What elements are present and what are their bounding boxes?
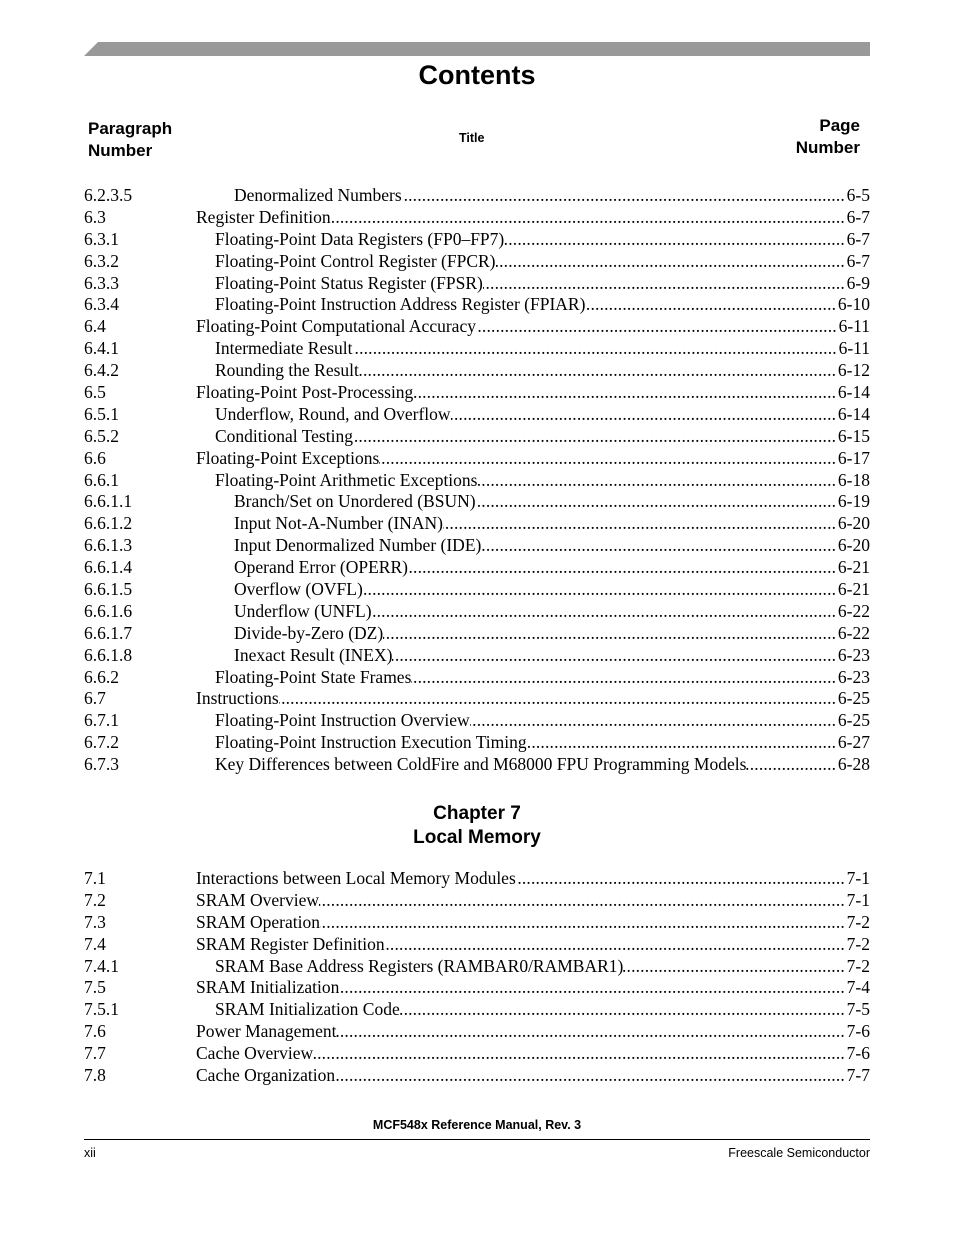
toc-entry[interactable] xyxy=(84,229,870,251)
dot-leader xyxy=(623,956,846,978)
entry-page: 7-6 xyxy=(846,1021,870,1042)
entry-page: 6-10 xyxy=(837,294,870,315)
footer-company: Freescale Semiconductor xyxy=(728,1146,870,1160)
entry-page: 6-25 xyxy=(837,710,870,731)
entry-page: 6-27 xyxy=(837,732,870,753)
entry-number: 6.6.1.7 xyxy=(84,622,133,643)
entry-number: 7.5 xyxy=(84,977,106,998)
entry-number: 6.6 xyxy=(84,447,106,468)
toc-entry[interactable] xyxy=(84,382,870,404)
entry-page: 6-25 xyxy=(837,688,870,709)
entry-title: SRAM Initialization xyxy=(196,977,340,998)
entry-number: 6.7.2 xyxy=(84,732,119,753)
entry-page: 6-22 xyxy=(837,600,870,621)
toc-entry[interactable] xyxy=(84,470,870,492)
dot-leader xyxy=(359,360,838,382)
dot-leader xyxy=(320,912,847,934)
dot-leader xyxy=(379,448,838,470)
header-page2: Number xyxy=(795,138,860,157)
dot-leader xyxy=(504,229,846,251)
entry-number: 6.6.1.3 xyxy=(84,535,133,556)
dot-leader xyxy=(279,688,838,710)
entry-title: Floating-Point Post-Processing xyxy=(196,382,414,403)
entry-number: 7.2 xyxy=(84,889,106,910)
entry-number: 6.3.2 xyxy=(84,250,119,271)
chapter-name: Local Memory xyxy=(413,827,541,848)
entry-number: 7.6 xyxy=(84,1021,106,1042)
entry-number: 6.2.3.5 xyxy=(84,185,133,205)
entry-number: 6.3.4 xyxy=(84,294,119,315)
entry-page: 7-5 xyxy=(846,999,870,1020)
entry-page: 6-17 xyxy=(837,447,870,468)
entry-number: 7.4.1 xyxy=(84,955,119,976)
footer-rule xyxy=(84,1139,870,1140)
entry-title: Key Differences between ColdFire and M68000 FPU Programming Models xyxy=(215,754,747,775)
entry-title: Power Management xyxy=(196,1021,337,1042)
dot-leader xyxy=(319,890,847,912)
entry-title: Floating-Point Arithmetic Exceptions xyxy=(215,469,478,490)
entry-page: 6-14 xyxy=(837,403,870,424)
entry-page: 6-11 xyxy=(838,316,870,337)
dot-leader xyxy=(585,294,838,316)
entry-page: 6-19 xyxy=(837,491,870,512)
entry-page: 7-2 xyxy=(846,911,870,932)
dot-leader xyxy=(516,868,847,890)
entry-page: 6-14 xyxy=(837,382,870,403)
entry-title: Denormalized Numbers xyxy=(234,185,402,205)
toc-entry[interactable] xyxy=(84,645,870,667)
entry-number: 6.6.1.1 xyxy=(84,491,133,512)
entry-page: 6-21 xyxy=(837,557,870,578)
entry-number: 6.5.1 xyxy=(84,403,119,424)
entry-page: 6-22 xyxy=(837,622,870,643)
toc-entry[interactable] xyxy=(84,448,870,470)
entry-number: 6.6.1.4 xyxy=(84,557,133,578)
toc-entry[interactable] xyxy=(84,557,870,579)
entry-page: 7-6 xyxy=(846,1043,870,1064)
toc-entry[interactable] xyxy=(84,316,870,338)
page-number-header xyxy=(796,115,860,159)
page-title: Contents xyxy=(418,60,536,90)
entry-number: 6.3.1 xyxy=(84,228,119,249)
dot-leader xyxy=(335,1065,847,1087)
entry-number: 6.6.1.5 xyxy=(84,579,133,600)
entry-page: 6-23 xyxy=(837,644,870,665)
dot-leader xyxy=(408,557,838,579)
entry-page: 7-7 xyxy=(846,1065,870,1086)
footer-manual: MCF548x Reference Manual, Rev. 3 xyxy=(372,1118,582,1132)
entry-page: 6-12 xyxy=(837,360,870,381)
toc-entry[interactable] xyxy=(84,338,870,360)
toc-entry[interactable] xyxy=(84,667,870,689)
header-page: Page xyxy=(819,116,860,135)
entry-page: 7-1 xyxy=(846,889,870,910)
toc-entry[interactable] xyxy=(84,185,870,207)
entry-title: Underflow (UNFL) xyxy=(234,600,372,621)
entry-number: 7.8 xyxy=(84,1065,106,1086)
entry-page: 6-15 xyxy=(837,425,870,446)
entry-number: 7.7 xyxy=(84,1043,106,1064)
dot-leader xyxy=(385,934,847,956)
toc-entry[interactable] xyxy=(84,868,870,890)
entry-number: 6.7 xyxy=(84,688,106,709)
toc-entry[interactable] xyxy=(84,754,870,776)
entry-page: 6-9 xyxy=(846,272,870,293)
entry-page: 7-2 xyxy=(846,955,870,976)
entry-page: 7-4 xyxy=(846,977,870,998)
toc-entry[interactable] xyxy=(84,890,870,912)
dot-leader xyxy=(527,732,838,754)
entry-title: Cache Organization xyxy=(196,1065,336,1086)
entry-title: Floating-Point Status Register (FPSR) xyxy=(215,272,483,293)
entry-page: 6-20 xyxy=(837,535,870,556)
toc-entry[interactable] xyxy=(84,294,870,316)
entry-page: 6-5 xyxy=(846,185,870,205)
dot-leader xyxy=(413,382,838,404)
toc-entry[interactable] xyxy=(84,977,870,999)
toc-entry[interactable] xyxy=(84,251,870,273)
dot-leader xyxy=(353,426,838,448)
dot-leader xyxy=(392,645,838,667)
entry-title: Overflow (OVFL) xyxy=(234,579,363,600)
entry-title: Divide-by-Zero (DZ) xyxy=(234,622,384,643)
dot-leader xyxy=(339,977,846,999)
toc-entry[interactable] xyxy=(84,710,870,732)
dot-leader xyxy=(476,491,838,513)
entry-title: Floating-Point Instruction Execution Timing xyxy=(215,732,527,753)
entry-title: Interactions between Local Memory Modules xyxy=(196,868,516,888)
toc-entry[interactable] xyxy=(84,732,870,754)
dot-leader xyxy=(363,579,838,601)
dot-leader xyxy=(313,1043,847,1065)
entry-title: Input Denormalized Number (IDE) xyxy=(234,535,482,556)
entry-number: 6.3 xyxy=(84,206,106,227)
entry-number: 6.6.1.2 xyxy=(84,513,133,534)
entry-page: 7-2 xyxy=(846,933,870,954)
entry-title: SRAM Overview xyxy=(196,889,319,910)
toc-section-6 xyxy=(84,185,870,776)
entry-title: Rounding the Result xyxy=(215,360,359,381)
dot-leader xyxy=(476,316,839,338)
entry-number: 6.4.2 xyxy=(84,360,119,381)
entry-page: 7-1 xyxy=(846,868,870,888)
entry-title: Floating-Point Exceptions xyxy=(196,447,380,468)
header-para2: Number xyxy=(88,141,153,160)
entry-title: SRAM Initialization Code xyxy=(215,999,400,1020)
entry-number: 6.3.3 xyxy=(84,272,119,293)
dot-leader xyxy=(383,623,838,645)
dot-leader xyxy=(481,535,838,557)
paragraph-number-header xyxy=(88,118,172,162)
toc-entry[interactable] xyxy=(84,601,870,623)
entry-title: Branch/Set on Unordered (BSUN) xyxy=(234,491,476,512)
toc-entry[interactable] xyxy=(84,999,870,1021)
entry-page: 6-7 xyxy=(846,206,870,227)
dot-leader xyxy=(372,601,838,623)
entry-title: Floating-Point Data Registers (FP0–FP7) xyxy=(215,228,505,249)
entry-page: 6-18 xyxy=(837,469,870,490)
toc-entry[interactable] xyxy=(84,579,870,601)
entry-title: SRAM Register Definition xyxy=(196,933,385,954)
footer-page: xii xyxy=(84,1146,96,1160)
toc-entry[interactable] xyxy=(84,426,870,448)
chapter-heading xyxy=(0,802,954,850)
entry-title: Floating-Point State Frames xyxy=(215,666,412,687)
dot-leader xyxy=(451,404,838,426)
entry-title: Inexact Result (INEX) xyxy=(234,644,393,665)
entry-page: 6-7 xyxy=(846,250,870,271)
header-para: Paragraph xyxy=(88,119,173,138)
entry-page: 6-23 xyxy=(837,666,870,687)
entry-title: Floating-Point Instruction Overview xyxy=(215,710,470,731)
header-bar xyxy=(84,42,870,56)
entry-title: Floating-Point Computational Accuracy xyxy=(196,316,476,337)
entry-number: 6.6.2 xyxy=(84,666,119,687)
toc-entry[interactable] xyxy=(84,207,870,229)
dot-leader xyxy=(353,338,839,360)
toc-entry[interactable] xyxy=(84,623,870,645)
dot-leader xyxy=(477,470,837,492)
toc-entry[interactable] xyxy=(84,956,870,978)
toc-entry[interactable] xyxy=(84,1065,870,1087)
toc-entry[interactable] xyxy=(84,360,870,382)
entry-number: 6.4 xyxy=(84,316,106,337)
toc-section-7 xyxy=(84,868,870,1087)
entry-title: Input Not-A-Number (INAN) xyxy=(234,513,443,534)
entry-number: 6.5.2 xyxy=(84,425,119,446)
entry-title: SRAM Operation xyxy=(196,911,320,932)
title-header: Title xyxy=(459,131,485,145)
dot-leader xyxy=(411,667,838,689)
entry-page: 6-20 xyxy=(837,513,870,534)
dot-leader xyxy=(496,251,847,273)
entry-number: 6.6.1.8 xyxy=(84,644,133,665)
entry-title: Intermediate Result xyxy=(215,338,353,359)
toc-entry[interactable] xyxy=(84,912,870,934)
dot-leader xyxy=(336,1021,846,1043)
dot-leader xyxy=(402,185,847,207)
entry-number: 6.6.1 xyxy=(84,469,119,490)
toc-entry[interactable] xyxy=(84,404,870,426)
toc-entry[interactable] xyxy=(84,491,870,513)
toc-entry[interactable] xyxy=(84,273,870,295)
toc-entry[interactable] xyxy=(84,513,870,535)
dot-leader xyxy=(400,999,847,1021)
entry-page: 6-21 xyxy=(837,579,870,600)
entry-title: Conditional Testing xyxy=(215,425,353,446)
entry-number: 7.1 xyxy=(84,868,106,888)
entry-title: Operand Error (OPERR) xyxy=(234,557,408,578)
entry-number: 6.7.1 xyxy=(84,710,119,731)
entry-number: 6.6.1.6 xyxy=(84,600,133,621)
dot-leader xyxy=(331,207,847,229)
entry-title: Floating-Point Control Register (FPCR) xyxy=(215,250,496,271)
toc-entry[interactable] xyxy=(84,688,870,710)
entry-title: Register Definition xyxy=(196,206,331,227)
entry-title: Floating-Point Instruction Address Register (FPIAR) xyxy=(215,294,586,315)
entry-page: 6-11 xyxy=(838,338,870,359)
chapter-label: Chapter 7 xyxy=(433,803,521,824)
entry-title: SRAM Base Address Registers (RAMBAR0/RAMBAR1) xyxy=(215,955,624,976)
entry-title: Instructions xyxy=(196,688,279,709)
entry-number: 7.5.1 xyxy=(84,999,119,1020)
entry-number: 6.4.1 xyxy=(84,338,119,359)
entry-number: 6.5 xyxy=(84,382,106,403)
dot-leader xyxy=(483,273,847,295)
dot-leader xyxy=(443,513,838,535)
dot-leader xyxy=(746,754,838,776)
entry-title: Cache Overview xyxy=(196,1043,314,1064)
dot-leader xyxy=(470,710,838,732)
entry-number: 6.7.3 xyxy=(84,754,119,775)
entry-number: 7.3 xyxy=(84,911,106,932)
toc-entry[interactable] xyxy=(84,934,870,956)
entry-number: 7.4 xyxy=(84,933,106,954)
toc-entry[interactable] xyxy=(84,535,870,557)
toc-entry[interactable] xyxy=(84,1043,870,1065)
entry-page: 6-7 xyxy=(846,228,870,249)
entry-title: Underflow, Round, and Overflow xyxy=(215,403,451,424)
toc-entry[interactable] xyxy=(84,1021,870,1043)
entry-page: 6-28 xyxy=(837,754,870,775)
